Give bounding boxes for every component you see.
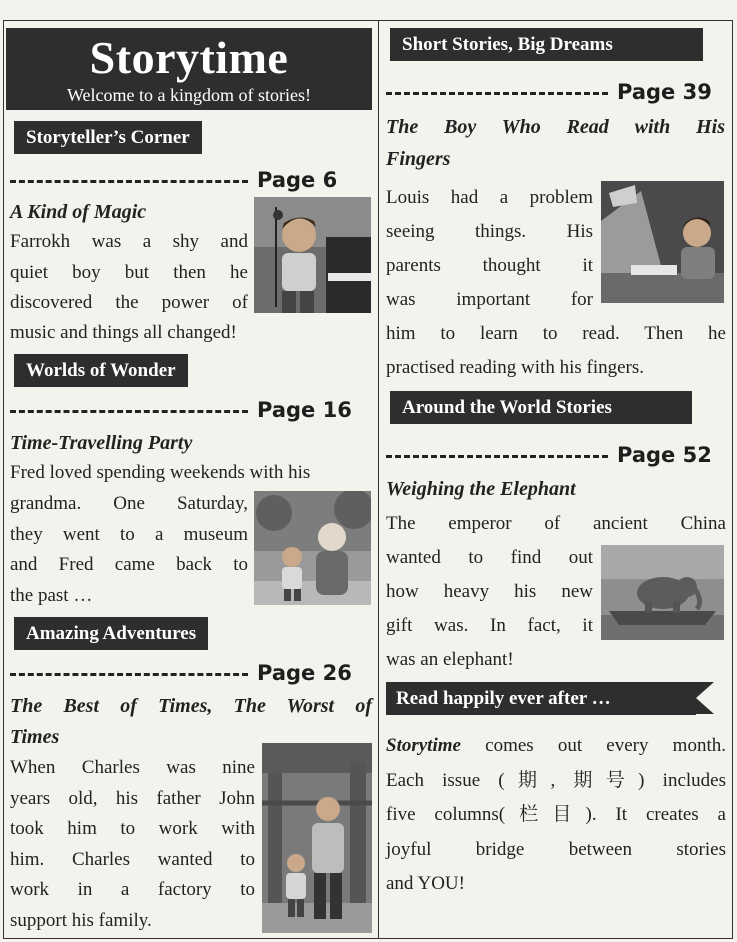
father-and-son-in-factory-illustration — [262, 743, 372, 933]
column-divider — [378, 20, 379, 939]
footer-line: joyful bridge between stories — [386, 838, 726, 860]
blurb-line: Louis had a problem — [386, 187, 593, 208]
blurb-line: practised reading with his fingers. — [386, 357, 645, 378]
page-number-16: Page 16 — [257, 398, 352, 422]
story-blurb-time-travelling-party-top — [10, 458, 375, 489]
section-heading-short-stories-big-dreams: Short Stories, Big Dreams — [390, 28, 703, 61]
blurb-line: work in a factory to — [10, 879, 255, 900]
story-blurb-louis — [386, 181, 593, 317]
footer-line: Each issue (期, 期号) includes — [386, 769, 726, 791]
section-heading-worlds-of-wonder: Worlds of Wonder — [14, 354, 188, 387]
footer-description — [386, 729, 726, 902]
blurb-line: him. Charles wanted to — [10, 848, 255, 870]
story-blurb-a-kind-of-magic-end — [10, 318, 375, 349]
illustration-boy-singing — [254, 197, 371, 313]
blurb-line: wanted to find out — [386, 547, 593, 568]
title-line: The Best of Times, The Worst of — [10, 695, 372, 717]
story-title-weighing-the-elephant: Weighing the Elephant — [386, 478, 576, 500]
dashed-rule — [386, 455, 608, 458]
story-blurb-a-kind-of-magic — [10, 227, 248, 319]
masthead-subtitle: Welcome to a kingdom of stories! — [67, 85, 311, 105]
dashed-rule — [10, 180, 248, 183]
page-number-26: Page 26 — [257, 661, 352, 685]
illustration-boy-and-grandma — [254, 491, 371, 605]
story-title-a-kind-of-magic: A Kind of Magic — [10, 201, 147, 223]
boy-and-grandma-walking-illustration — [254, 491, 371, 605]
boy-singing-at-piano-illustration — [254, 197, 371, 313]
dashed-rule — [10, 410, 248, 413]
blurb-line: gift was. In fact, it — [386, 615, 593, 636]
illustration-boy-reading — [601, 181, 724, 303]
footer-lead-storytime: Storytime — [386, 735, 461, 756]
blurb-line: was an elephant! — [386, 649, 514, 670]
blurb-line: music and things all changed! — [10, 322, 237, 343]
blurb-line: him to learn to read. Then he — [386, 323, 726, 344]
story-blurb-elephant-top — [386, 507, 726, 541]
blurb-line: grandma. One Saturday, — [10, 493, 248, 514]
blurb-line: they went to a museum — [10, 523, 248, 545]
masthead — [6, 28, 372, 110]
illustration-father-and-son — [262, 743, 372, 933]
blurb-line: Fred loved spending weekends with his — [10, 462, 311, 483]
blurb-line: took him to work with — [10, 818, 255, 839]
story-title-time-travelling-party: Time-Travelling Party — [10, 432, 193, 454]
footer-line: five columns(栏目). It creates a — [386, 804, 726, 825]
banner-ribbon-tail — [696, 682, 714, 714]
story-blurb-elephant — [386, 541, 593, 677]
story-blurb-time-travelling-party — [10, 489, 248, 611]
story-blurb-best-of-times — [10, 753, 255, 936]
blurb-line: The emperor of ancient China — [386, 513, 726, 534]
blurb-line: discovered the power of — [10, 292, 248, 313]
section-heading-storytellers-corner: Storyteller’s Corner — [14, 121, 202, 154]
blurb-line: years old, his father John — [10, 787, 255, 809]
footer-heading-read-happily: Read happily ever after … — [386, 682, 696, 715]
section-heading-amazing-adventures: Amazing Adventures — [14, 617, 208, 650]
blurb-line: and Fred came back to — [10, 554, 248, 575]
blurb-line: how heavy his new — [386, 581, 593, 602]
boy-reading-by-lamp-illustration — [601, 181, 724, 303]
page-number-39: Page 39 — [617, 80, 712, 104]
title-line: The Boy Who Read with His — [386, 116, 725, 138]
footer-line — [386, 729, 726, 764]
footer-line-rest: comes out every month. — [460, 735, 726, 756]
story-blurb-louis-end — [386, 317, 726, 385]
title-line: Times — [10, 726, 60, 748]
blurb-line: was important for — [386, 289, 593, 310]
dashed-rule — [10, 673, 248, 676]
blurb-line: seeing things. His — [386, 221, 593, 242]
title-line: Fingers — [386, 148, 451, 170]
footer-line: and YOU! — [386, 873, 465, 894]
story-title-best-of-times — [10, 693, 372, 750]
blurb-line: When Charles was nine — [10, 757, 255, 778]
section-heading-around-the-world: Around the World Stories — [390, 391, 692, 424]
page-number-6: Page 6 — [257, 168, 338, 192]
blurb-line: Farrokh was a shy and — [10, 231, 248, 252]
blurb-line: support his family. — [10, 909, 152, 931]
dashed-rule — [386, 92, 608, 95]
blurb-line: parents thought it — [386, 255, 593, 276]
blurb-line: the past … — [10, 584, 93, 606]
blurb-line: quiet boy but then he — [10, 261, 248, 283]
elephant-on-boat-illustration — [601, 545, 724, 640]
illustration-elephant-boat — [601, 545, 724, 640]
story-title-boy-who-read-with-fingers — [386, 114, 725, 172]
page-number-52: Page 52 — [617, 443, 712, 467]
masthead-title: Storytime — [89, 32, 289, 83]
